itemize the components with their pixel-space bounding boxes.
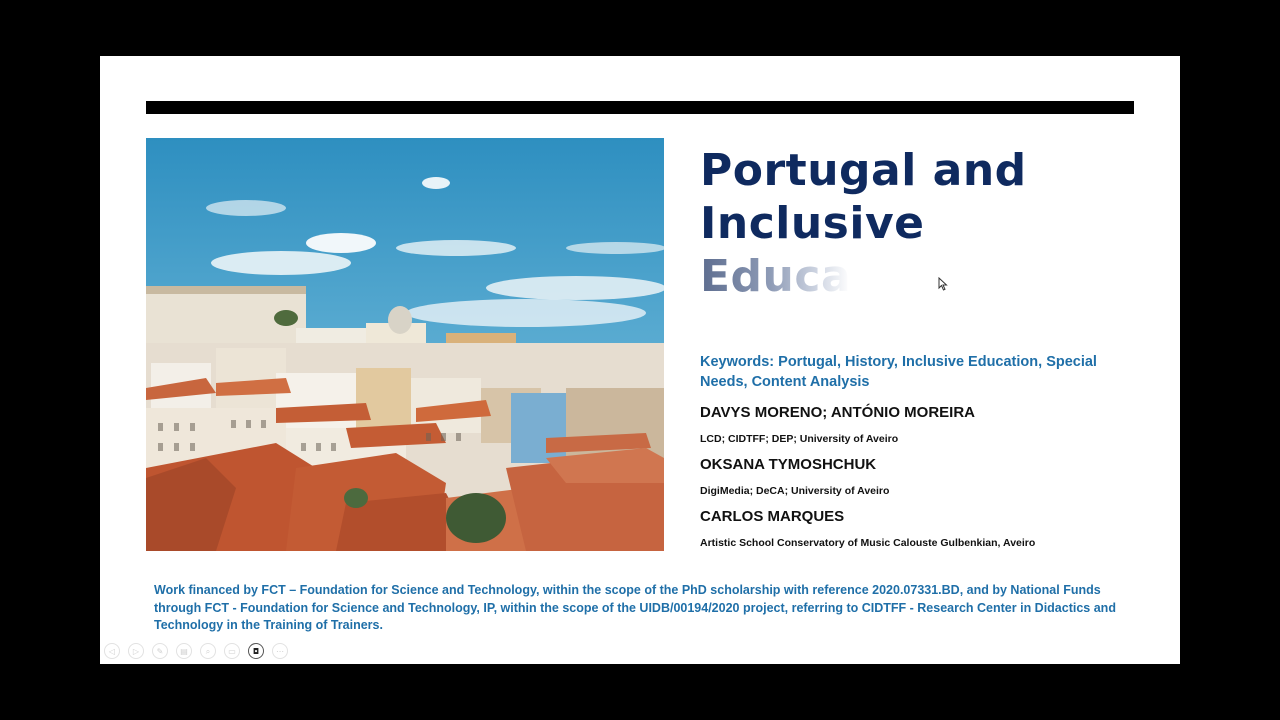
title-line-1: Portugal and [700, 145, 1027, 196]
lisbon-rooftops-photo [146, 138, 664, 551]
top-divider-bar [146, 101, 1134, 114]
author-name-3: CARLOS MARQUES [700, 508, 845, 525]
slide-title [700, 144, 1120, 303]
title-line-2: Inclusive [700, 198, 925, 249]
presenter-controls [104, 643, 288, 659]
presentation-slide [100, 56, 1180, 664]
slides-icon[interactable]: ▤ [176, 643, 192, 659]
title-line-3: Educat [700, 251, 873, 302]
funding-statement: Work financed by FCT – Foundation for Science and Technology, within the scope of the PhD scholarship with reference 2020.07331.BD, and by National Funds through FCT - Foundation for Science and Technology, IP, within the scope of the UIDB/00194/2020 project, referring to CIDTFF - Research Center in Didactics and Technology in the Training of Trainers. [154, 583, 1116, 632]
keywords-text: Keywords: Portugal, History, Inclusive Education, Special Needs, Content Analysis [700, 354, 1097, 390]
author-name-2: OKSANA TYMOSHCHUK [700, 456, 877, 473]
zoom-icon[interactable]: ⌕ [200, 643, 216, 659]
camera-icon[interactable]: ◘ [248, 643, 264, 659]
more-icon[interactable]: ⋯ [272, 643, 288, 659]
author-affiliation-3: Artistic School Conservatory of Music Calouste Gulbenkian, Aveiro [700, 537, 1036, 549]
next-icon[interactable]: ▷ [128, 643, 144, 659]
author-affiliation-1: LCD; CIDTFF; DEP; University of Aveiro [700, 433, 899, 445]
author-affiliation-2: DigiMedia; DeCA; University of Aveiro [700, 485, 890, 497]
previous-icon[interactable]: ◁ [104, 643, 120, 659]
mouse-cursor-icon [938, 277, 948, 291]
subtitles-icon[interactable]: ▭ [224, 643, 240, 659]
author-name-1: DAVYS MORENO; ANTÓNIO MOREIRA [700, 404, 976, 421]
pen-icon[interactable]: ✎ [152, 643, 168, 659]
